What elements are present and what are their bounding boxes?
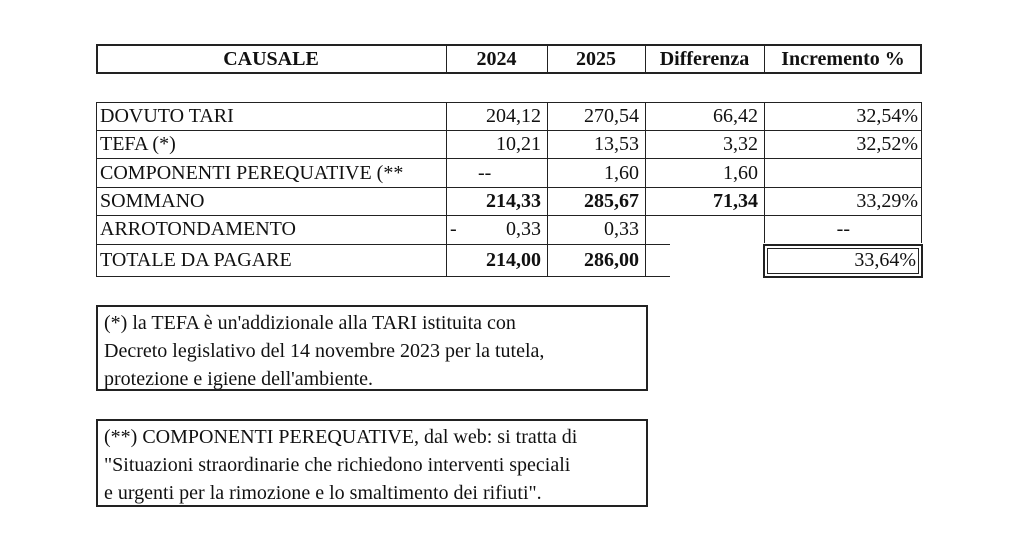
row-label: COMPONENTI PEREQUATIVE (** <box>100 162 404 184</box>
row-incremento: -- <box>836 218 850 240</box>
row-label: DOVUTO TARI <box>100 105 234 127</box>
row-differenza: 71,34 <box>713 190 758 212</box>
row-differenza: 3,32 <box>723 133 758 155</box>
row-incremento: 33,64% <box>854 249 916 271</box>
footnote-line: protezione e igiene dell'ambiente. <box>104 368 374 390</box>
header-2024: 2024 <box>476 48 517 70</box>
footnote-line: (**) COMPONENTI PEREQUATIVE, dal web: si tratta di <box>104 426 578 448</box>
header-incremento: Incremento % <box>781 48 905 70</box>
header-differenza: Differenza <box>659 48 750 70</box>
row-label: TEFA (*) <box>100 133 176 155</box>
row-differenza: 1,60 <box>723 162 758 184</box>
row-2025: 286,00 <box>584 249 639 271</box>
row-incremento: 32,54% <box>856 105 918 127</box>
row-sign: - <box>450 218 457 240</box>
row-2024: -- <box>478 162 492 184</box>
footnote-line: (*) la TEFA è un'addizionale alla TARI istituita con <box>104 312 516 334</box>
row-label: SOMMANO <box>100 190 205 212</box>
footnote-componenti-perequative <box>96 419 648 507</box>
row-2024: 214,33 <box>486 190 541 212</box>
row-2025: 13,53 <box>594 133 639 155</box>
row-2025: 270,54 <box>584 105 639 127</box>
footnote-line: e urgenti per la rimozione e lo smaltimento dei rifiuti". <box>104 482 542 504</box>
footnote-tefa <box>96 305 648 391</box>
row-2025: 285,67 <box>584 190 639 212</box>
footnote-line: "Situazioni straordinarie che richiedono interventi speciali <box>104 454 571 476</box>
header-2025: 2025 <box>576 48 616 70</box>
row-incremento: 32,52% <box>856 133 918 155</box>
row-2024: 10,21 <box>496 133 541 155</box>
row-2025: 1,60 <box>604 162 639 184</box>
header-causale: CAUSALE <box>223 48 319 70</box>
row-2024: 204,12 <box>486 105 541 127</box>
row-label: ARROTONDAMENTO <box>100 218 296 240</box>
row-2025: 0,33 <box>604 218 639 240</box>
row-2024: 214,00 <box>486 249 541 271</box>
row-differenza: 66,42 <box>713 105 758 127</box>
footnote-line: Decreto legislativo del 14 novembre 2023 per la tutela, <box>104 340 545 362</box>
row-incremento: 33,29% <box>856 190 918 212</box>
row-2024: 0,33 <box>506 218 541 240</box>
row-label: TOTALE DA PAGARE <box>100 249 292 271</box>
